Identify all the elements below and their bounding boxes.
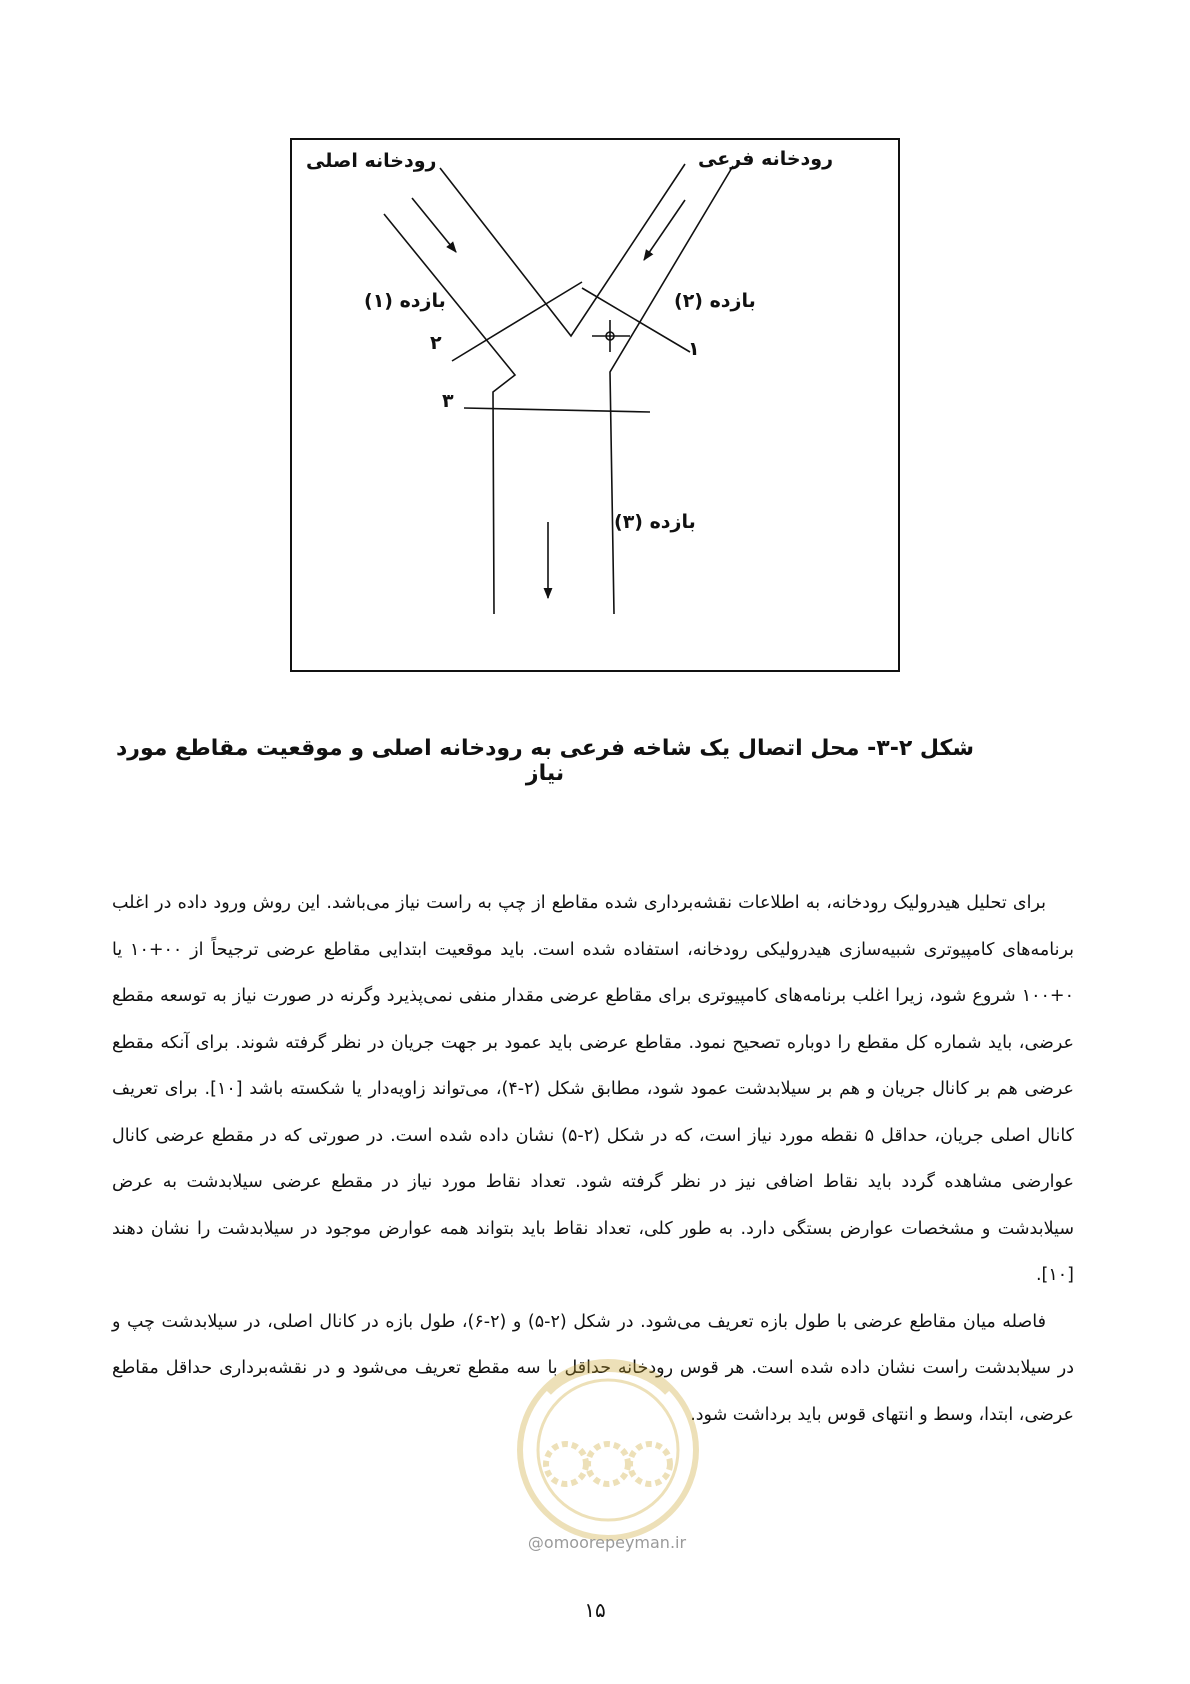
paragraph-1: برای تحلیل هیدرولیک رودخانه، به اطلاعات نقشه‌برداری شده مقاطع از چپ به راست نیاز می‌باشد. این روش ورود داده در اغلب برنامه‌های کامپیوتری شبیه‌سازی هیدرولیکی رودخانه، استفاده شده است. باید موقعیت ابتدایی مقاطع عرضی ترجیحاً از ۰۰+۱۰ یا ۰+۱۰۰ شروع شود، زیرا اغلب برنامه‌های کامپیوتری برای مقاطع عرضی مقدار منفی نمی‌پذیرد وگرنه در صورت نیاز به توسعه مقطع عرضی، باید شماره کل مقطع را دوباره تصحیح نمود. مقاطع عرضی باید عمود بر جهت جریان در نظر گرفته شوند. برای آنکه مقطع عرضی هم بر کانال جریان و هم بر سیلابدشت عمود شود، مطابق شکل (۲-۴)، می‌تواند زاویه‌دار یا شکسته باشد [۱۰]. برای تعریف کانال اصلی جریان، حداقل ۵ نقطه مورد نیاز است، که در شکل (۲-۵) نشان داده شده است. در صورتی که در مقطع عرضی کانال عوارضی مشاهده گردد باید نقاط اضافی نیز در نظر گرفته شود. تعداد نقاط مورد نیاز در مقطع عرضی سیلابدشت به عرض سیلابدشت و مشخصات عوارض بستگی دارد. به طور کلی، تعداد نقاط باید بتواند همه عوارض موجود در سیلابدشت را نشان دهند [۱۰]. [112,893,1075,1285]
label-section-3: ۳ [442,390,454,412]
main-river-flow-arrow [412,198,456,252]
label-reach-2: بازده (۲) [674,290,756,312]
label-section-2: ۲ [430,332,442,354]
tributary-right-bank [610,166,733,614]
watermark-url: @omoorepeyman.ir [527,1533,687,1552]
inner-banks [440,164,685,336]
figure-caption: شکل ۲-۳- محل اتصال یک شاخه فرعی به رودخانه اصلی و موقعیت مقاطع مورد نیاز [116,736,974,786]
label-main-river: رودخانه اصلی [306,150,437,172]
label-reach-1: بازده (۱) [364,290,446,312]
paragraph-2: فاصله میان مقاطع عرضی با طول بازه تعریف می‌شود. در شکل (۲-۵) و (۲-۶)، طول بازه در کانال اصلی، در سیلابدشت چپ و در سیلابدشت راست نشان داده شده است. هر قوس رودخانه حداقل با سه مقطع تعریف می‌شود و در نقشه‌برداری حداقل مقاطع عرضی، ابتدا، وسط و انتهای قوس باید برداشت شود. [112,1311,1074,1425]
section-line-3 [464,408,650,412]
label-tributary: رودخانه فرعی [698,148,834,170]
tributary-flow-arrow [644,200,685,260]
label-reach-3: بازده (۳) [614,511,696,533]
figure-frame [290,138,900,672]
body-text [112,880,1074,1438]
label-section-1: ۱ [688,338,700,360]
river-junction-diagram [292,140,898,670]
main-river-left-bank [384,214,515,614]
page-number: ۱۵ [584,1598,606,1622]
